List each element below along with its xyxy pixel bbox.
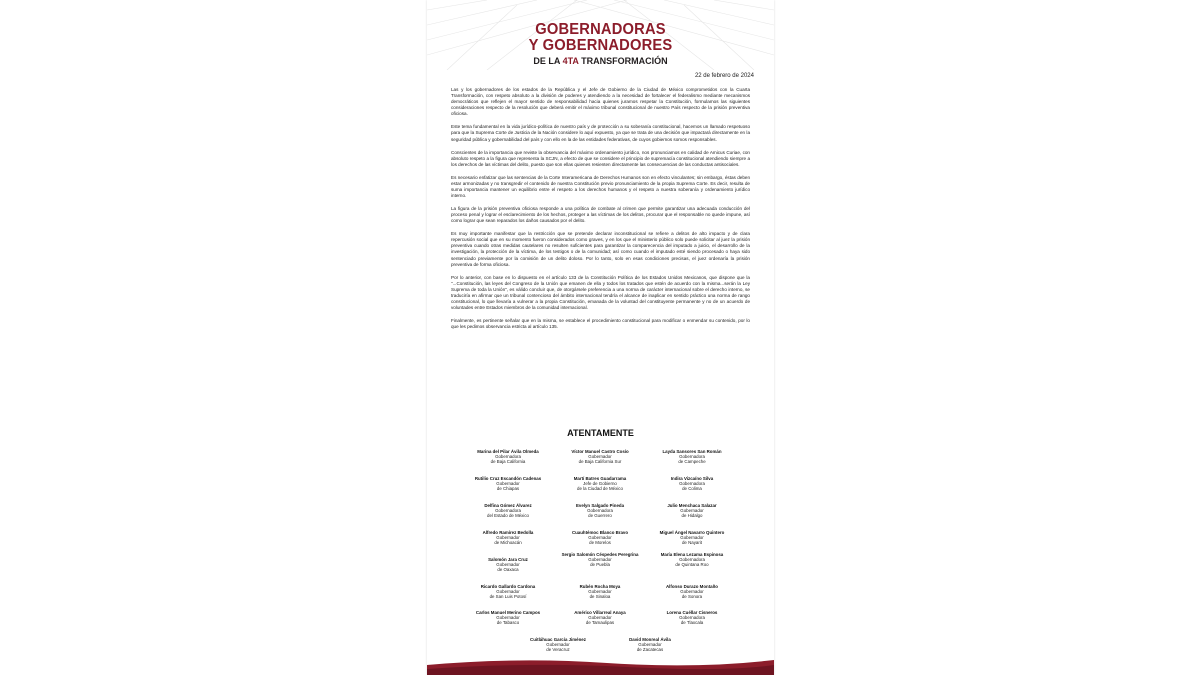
signatory-name: Sergio Salomón Céspedes Peregrina [561, 552, 639, 557]
signatory-state: de Veracruz [546, 647, 570, 653]
signatory-state: de Oaxaca [497, 567, 519, 573]
signatory-role: Gobernador [588, 615, 612, 621]
signature-block [637, 530, 747, 546]
closing-heading: ATENTAMENTE [567, 428, 634, 438]
signatory-state: de Quintana Roo [675, 562, 709, 568]
signatory-name: Alfonso Durazo Montaño [666, 584, 718, 589]
signatory-name: Salomón Jara Cruz [488, 557, 528, 562]
signatory-role: Gobernador [680, 535, 704, 541]
signatory-state: de Campeche [678, 459, 706, 465]
signatory-role: Gobernador [546, 642, 570, 648]
signatory-name: Julio Menchaca Salazar [667, 503, 717, 508]
signatory-name: Marina del Pilar Ávila Olmeda [477, 449, 539, 454]
signatory-state: de Baja California [490, 459, 526, 465]
signature-block [637, 476, 747, 492]
signatory-name: Rubén Rocha Moya [579, 584, 621, 589]
signatory-role: Gobernador [638, 642, 662, 648]
signatory-name: Evelyn Salgado Pineda [575, 503, 625, 508]
signatory-state: de Guerrero [588, 513, 612, 519]
signatory-state: de Zacatecas [636, 647, 664, 653]
title-line-3 [427, 56, 774, 66]
signatory-state: de Chiapas [496, 486, 520, 492]
signatory-role: Gobernador [680, 508, 704, 514]
title-line-3-pre: DE LA [533, 56, 563, 66]
signature-block [637, 552, 747, 568]
signatory-role: Gobernador [496, 535, 520, 541]
signatory-role: Gobernador [680, 589, 704, 595]
signatory-state: de Michoacán [494, 540, 522, 546]
signatory-state: de Hidalgo [681, 513, 703, 519]
signatory-state: de San Luis Potosí [489, 594, 527, 600]
letter-body [451, 87, 750, 337]
signatory-name: Cuitláhuac García Jiménez [530, 637, 586, 642]
signatory-name: Américo Villarreal Anaya [574, 610, 626, 615]
paragraph: Conscientes de la importancia que reviste la observancia del máximo ordenamiento jurídico, nos pronunciamos en calidad de Amicus Curiae, con absoluto respeto a la figura que representa la SCJN, a efecto de que se considere el principio de supremacía constitucional atendiendo siempre a los derechos de las víctimas del delito, puesto que son ellas quienes resienten directamente las consecuencias de las conductas antisociales. [451, 149, 750, 167]
signatory-role: Gobernadora [679, 454, 705, 460]
signatory-role: Gobernador [588, 589, 612, 595]
paragraph: Es muy importante manifestar que la restricción que se pretende declarar inconstitucional se refiere a delitos de alto impacto y de clara repercusión social que en su momento fueron considerados como graves, y en los que el ministerio público solo puede solicitar al juez la prisión preventiva cuando otras medidas cautelares no resulten suficientes para garantizar la comparecencia del imputado a juicio, el desarrollo de la investigación, la protección de la víctima, de los testigos o de la comunidad; así como cuando el imputado esté siendo procesado o haya sido sentenciado previamente por la comisión de un delito doloso. Por lo tanto, solo en esas condiciones precisas, el juez ordenaría la prisión preventiva de forma oficiosa. [451, 231, 750, 267]
signatory-name: Carlos Manuel Merino Campos [475, 610, 541, 615]
signatory-role: Gobernadora [679, 481, 705, 487]
signatory-name: Víctor Manuel Castro Cosío [571, 449, 629, 454]
signatory-name: Layda Sansores San Román [662, 449, 722, 454]
signatory-name: Lorena Cuéllar Cisneros [666, 610, 718, 615]
signatory-state: de Sonora [681, 594, 703, 600]
paragraph: Por lo anterior, con base en lo dispuesto en el artículo 133 de la Constitución Política de los Estados Unidos Mexicanos, que dispone que la "...Constitución, las leyes del Congreso de la Unión que emanen de ella y todos los tratados que estén de acuerdo con la misma...serán la Ley Suprema de toda la Unión", es válido concluir que, de otorgársele preferencia a una norma de carácter internacional sobre el derecho interno, se traduciría en afirmar que un tribunal contencioso del ámbito internacional tendría el alcance de inaplicar en sentido práctico una norma de rango constitucional, lo que llevaría a vulnerar a la propia Constitución, emanada de la voluntad del constituyente permanente y no de un acuerdo de voluntades entre Estados miembros de la comunidad internacional. [451, 274, 750, 311]
signatory-name: Miguel Ángel Navarro Quintero [659, 530, 725, 535]
document-title [427, 22, 774, 66]
title-line-1: GOBERNADORAS [535, 21, 666, 38]
signatory-state: de Puebla [590, 562, 610, 568]
signatory-name: Delfina Gómez Álvarez [484, 503, 532, 508]
letter-page [427, 0, 774, 675]
paragraph: Es necesario enfatizar que las sentencias de la Corte Interamericana de Derechos Humanos son en efecto vinculantes; sin embargo, éstas deben estar armonizadas y no transgredir el contenido de nuestra Constitución previo pronunciamiento de la propia Suprema Corte. Es decir, resulta de suma importancia mantener un equilibrio entre el respeto a los derechos humanos y el respeto a nuestra soberanía y ordenamiento jurídico interno. [451, 174, 750, 198]
title-line-3-highlight: 4TA [562, 56, 579, 66]
signatory-role: Gobernadora [495, 454, 521, 460]
signatory-name: Ricardo Gallardo Cardona [480, 584, 536, 589]
signatory-state: de Colima [682, 486, 702, 492]
signatory-state: de Tlaxcala [680, 620, 704, 626]
signatory-role: Gobernador [496, 615, 520, 621]
paragraph: Las y los gobernadores de los estados de la República y el Jefe de Gobierno de la Ciudad de México comprometidos con la Cuarta Transformación, con respeto absoluto a la división de poderes y atendiendo a la necesidad de fortalecer el federalismo mediante mecanismos democráticos que reflejen el mayor sentido de responsabilidad hacia quienes juramos respetar la Constitución, formulamos las siguientes consideraciones respecto de la resolución que deberá emitir el máximo tribunal constitucional de nuestro País respecto de la prisión preventiva oficiosa. [451, 87, 750, 117]
signature-block [637, 449, 747, 465]
signatory-state: de Tabasco [496, 620, 520, 626]
signatory-role: Gobernador [496, 562, 520, 568]
signatory-role: Gobernador [588, 454, 612, 460]
signatory-name: María Elena Lezama Espinosa [660, 552, 724, 557]
signature-block [595, 637, 705, 653]
signatory-role: Gobernador [496, 481, 520, 487]
signature-block [637, 503, 747, 519]
signature-block [637, 584, 747, 600]
signatory-role: Gobernadora [679, 615, 705, 621]
signatory-state: de Tamaulipas [585, 620, 615, 626]
signatory-role: Jefe de Gobierno [583, 481, 617, 487]
signatory-role: Gobernadora [587, 508, 613, 514]
signatory-state: del Estado de México [487, 513, 529, 519]
signatory-state: de la Ciudad de México [577, 486, 623, 492]
signatory-state: de Nayarit [681, 540, 702, 546]
document-date: 22 de febrero de 2024 [694, 73, 754, 79]
signatory-role: Gobernadora [495, 508, 521, 514]
paragraph: La figura de la prisión preventiva oficiosa responde a una política de combate al crimen que permite garantizar una adecuada conducción del proceso penal y lograr el esclarecimiento de los hechos, proteger a las víctimas de los delitos, procurar que el responsable no quede impune, así como lograr que sean reparados los daños causados por el delito. [451, 205, 750, 224]
signatory-name: Rutilio Cruz Escandón Cadenas [474, 476, 542, 481]
signatory-state: de Sinaloa [589, 594, 611, 600]
signatory-role: Gobernador [588, 535, 612, 541]
signatory-state: de Morelos [589, 540, 611, 546]
signatory-name: Alfredo Ramírez Bedolla [482, 530, 534, 535]
title-line-2: Y GOBERNADORES [528, 37, 673, 54]
signatory-name: Indira Vizcaíno Silva [670, 476, 714, 481]
signatory-name: David Monreal Ávila [629, 637, 671, 642]
paragraph: Este tema fundamental en la vida jurídico-política de nuestro país y de protección a su soberanía constitucional, hacemos un llamado respetuoso para que la Suprema Corte de Justicia de la Nación considere lo aquí expuesto, ya que se trata de una decisión que impactará directamente en la seguridad pública y gobernabilidad del país y con ello en la de las entidades federativas, de cuyos gobiernos somos responsables. [451, 124, 750, 142]
signatory-role: Gobernadora [679, 557, 705, 563]
signature-block [637, 610, 747, 626]
paragraph: Finalmente, es pertinente señalar que en la misma, se establece el procedimiento constitucional para modificar o enmendar su contenido, por lo que les pedimos observancia estricta al artículo 135. [451, 318, 750, 330]
title-line-3-post: TRANSFORMACIÓN [578, 56, 668, 66]
footer-band [427, 657, 774, 675]
signatory-name: Cuauhtémoc Blanco Bravo [571, 530, 629, 535]
signatory-name: Martí Batres Guadarrama [573, 476, 627, 481]
signatory-role: Gobernador [496, 589, 520, 595]
signatory-state: de Baja California Sur [578, 459, 622, 465]
signatory-role: Gobernador [588, 557, 612, 563]
